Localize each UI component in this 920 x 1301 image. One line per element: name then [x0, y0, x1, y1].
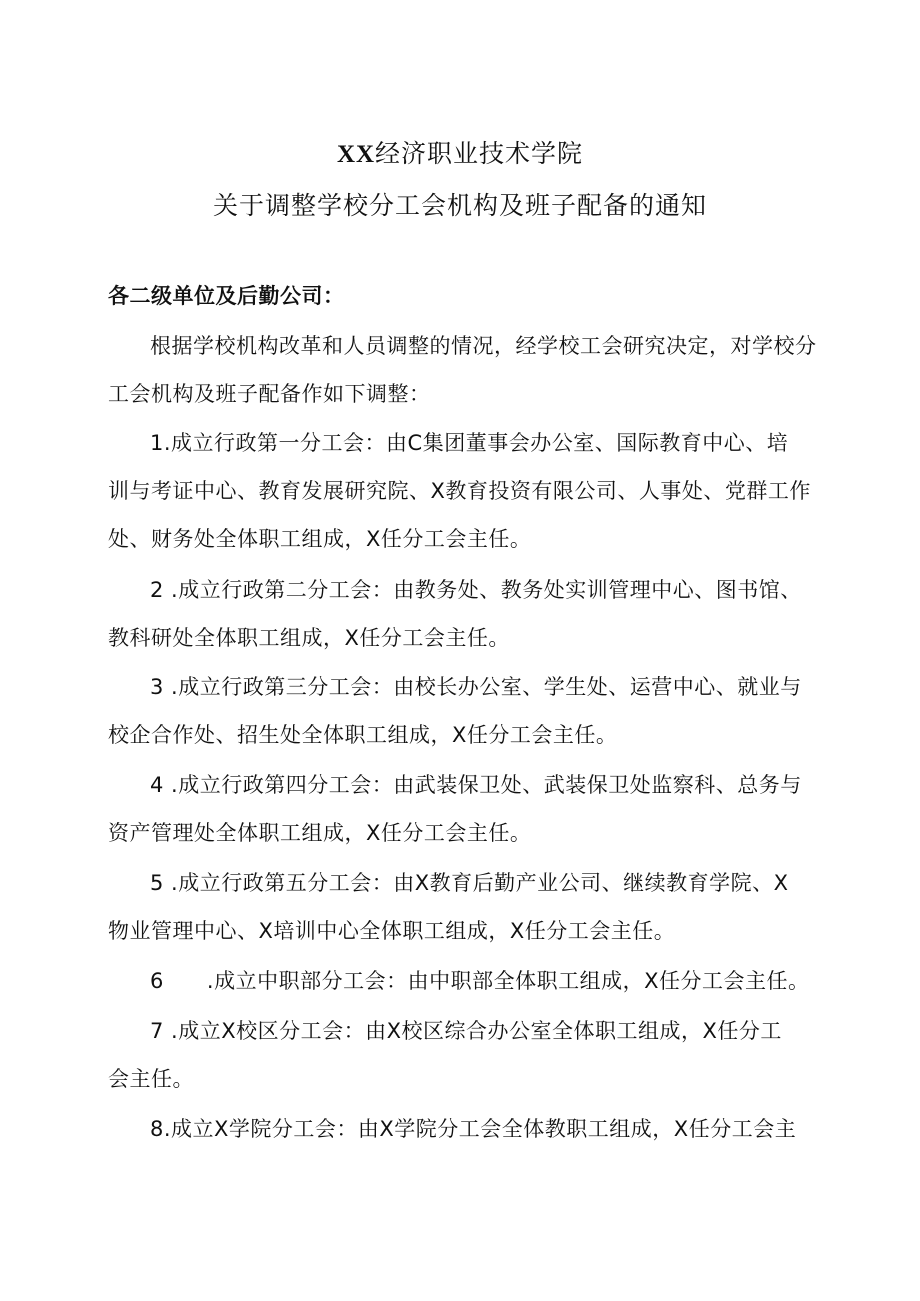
title-school-name: 经济职业技术学院 — [375, 139, 584, 168]
body-line: 4 .成立行政第四分工会：由武装保卫处、武装保卫处监察科、总务与 — [150, 773, 802, 797]
body-line: 训与考证中心、教育发展研究院、X教育投资有限公司、人事处、党群工作 — [108, 479, 811, 503]
salutation: 各二级单位及后勤公司： — [108, 284, 345, 308]
document-title-line-1 — [0, 134, 920, 170]
body-line: 2 .成立行政第二分工会：由教务处、教务处实训管理中心、图书馆、 — [150, 578, 802, 602]
body-line: 5 .成立行政第五分工会：由X教育后勤产业公司、继续教育学院、X — [150, 871, 789, 895]
body-line: 资产管理处全体职工组成，X任分工会主任。 — [108, 821, 532, 845]
body-line: 3 .成立行政第三分工会：由校长办公室、学生处、运营中心、就业与 — [150, 675, 802, 699]
body-line: 会主任。 — [108, 1067, 194, 1091]
body-line: 校企合作处、招生处全体职工组成，X任分工会主任。 — [108, 723, 618, 747]
body-line: 7 .成立X校区分工会：由X校区综合办公室全体职工组成，X任分工 — [150, 1019, 782, 1043]
body-line: 根据学校机构改革和人员调整的情况，经学校工会研究决定，对学校分 — [150, 334, 817, 358]
body-line: 物业管理中心、X培训中心全体职工组成，X任分工会主任。 — [108, 919, 676, 943]
body-line: 处、财务处全体职工组成，X任分工会主任。 — [108, 527, 532, 551]
title-brand: XX — [336, 141, 376, 168]
body-line: 工会机构及班子配备作如下调整： — [108, 382, 431, 406]
document-title-line-2: 关于调整学校分工会机构及班子配备的通知 — [212, 191, 707, 220]
body-line: 6 .成立中职部分工会：由中职部全体职工组成，X任分工会主任。 — [150, 969, 810, 993]
body-line: 1.成立行政第一分工会：由C集团董事会办公室、国际教育中心、培 — [150, 431, 789, 455]
body-line: 教科研处全体职工组成，X任分工会主任。 — [108, 626, 510, 650]
body-line: 8.成立X学院分工会：由X学院分工会全体教职工组成，X任分工会主 — [150, 1117, 797, 1141]
